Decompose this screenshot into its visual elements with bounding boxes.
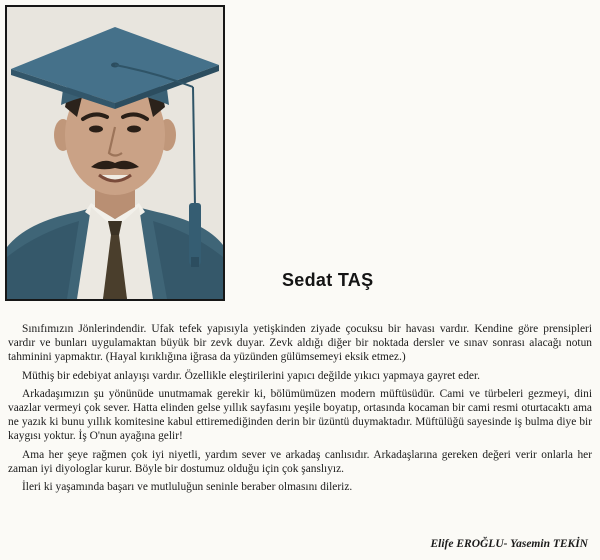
student-photo <box>5 5 225 301</box>
authors-signature: Elife EROĞLU- Yasemin TEKİN <box>430 538 588 550</box>
paragraph: İleri ki yaşamında başarı ve mutluluğun seninle beraber olmasını dileriz. <box>22 481 353 494</box>
graduation-portrait-image <box>7 7 223 299</box>
paragraph: Arkadaşımızın şu yönünüde unutmamak gerekir ki, bölümümüzen modern müftüsüdür. Cami ve türbeleri gezmeyi, dini vaazlar vermeyi çok sever. Hatta elinden gelse yıllık sayfasını yeşile boyatıp, ortasında kocaman bir cami resmi oturtacaktı ama ne yazık ki bunu yıllık komitesine kabul ettiremediğinden derin bir üzüntü duymaktadır. Müftülüğü sayesinde iş bulma diye bir kaygısı yoktur. İş O'nun ayağına gelir! <box>8 387 592 443</box>
paragraph: Ama her şeye rağmen çok iyi niyetli, yardım sever ve arkadaş canlısıdır. Arkadaşlarına gereken değeri verir onlarla her zaman iyi diyologlar kurur. Böyle bir dostumuz olduğu için çok şanslıyız. <box>8 448 592 475</box>
student-description <box>8 322 592 498</box>
paragraph: Sınıfımızın Jönlerindendir. Ufak tefek yapısıyla yetişkinden ziyade çocuksu bir havası vardır. Kendine göre prensipleri vardır ve bunları uygulamaktan büyük bir zevk duyar. Zevk aldığı diğer bir noktada dersler ve sınav sonrası alacağı notun tahminini yapmaktır. (Hayal kırıklığına iğrasa da yüzünden gülümsemeyi eksik etmez.) <box>8 323 592 364</box>
student-name: Sedat TAŞ <box>282 270 374 290</box>
paragraph: Müthiş bir edebiyat anlayışı vardır. Özellikle eleştirilerini yapıcı değilde yıkıcı yapmaya gayret eder. <box>22 369 481 382</box>
